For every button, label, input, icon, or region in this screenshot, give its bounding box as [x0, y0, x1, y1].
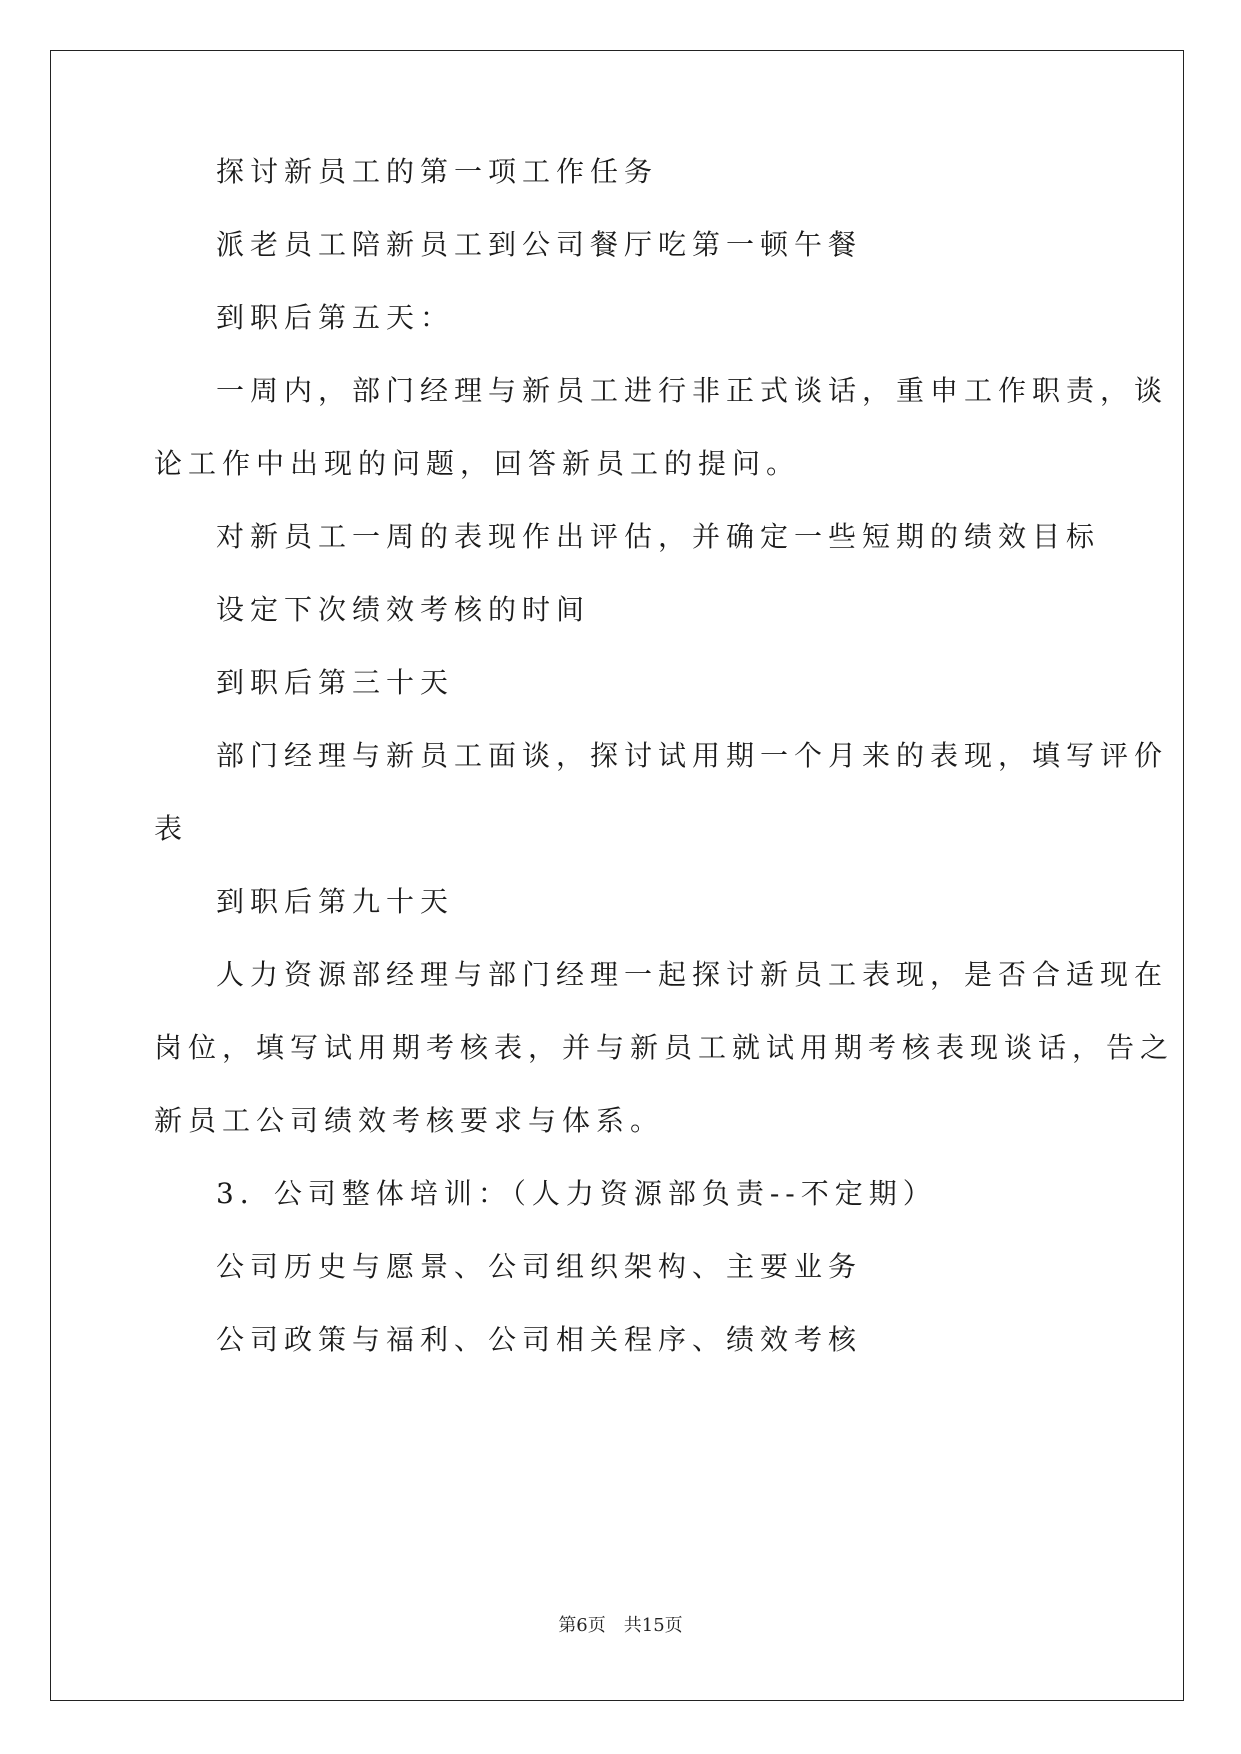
- paragraph-line: 人力资源部经理与部门经理一起探讨新员工表现，是否合适现在: [216, 958, 1169, 991]
- paragraph-line: 表: [154, 812, 189, 845]
- paragraph-line: 新员工公司绩效考核要求与体系。: [154, 1104, 665, 1137]
- paragraph-line: 部门经理与新员工面谈，探讨试用期一个月来的表现，填写评价: [216, 739, 1169, 772]
- paragraph-line: 到职后第五天：: [216, 301, 455, 334]
- paragraph-line: 论工作中出现的问题，回答新员工的提问。: [154, 447, 801, 480]
- paragraph-line: 公司政策与福利、公司相关程序、绩效考核: [216, 1323, 863, 1356]
- page-number-footer: 第6页 共15页: [558, 1615, 683, 1636]
- paragraph-line: 设定下次绩效考核的时间: [216, 593, 591, 626]
- paragraph-line: 一周内，部门经理与新员工进行非正式谈话，重申工作职责，谈: [216, 374, 1169, 407]
- paragraph-line: 对新员工一周的表现作出评估，并确定一些短期的绩效目标: [216, 520, 1101, 553]
- paragraph-line: 公司历史与愿景、公司组织架构、主要业务: [216, 1250, 863, 1283]
- paragraph-line: 派老员工陪新员工到公司餐厅吃第一顿午餐: [216, 228, 863, 261]
- paragraph-line: 到职后第九十天: [216, 885, 455, 918]
- paragraph-line: 到职后第三十天: [216, 666, 455, 699]
- paragraph-line: 岗位，填写试用期考核表，并与新员工就试用期考核表现谈话，告之: [154, 1031, 1175, 1064]
- paragraph-line: 探讨新员工的第一项工作任务: [216, 155, 659, 188]
- section-heading: 3．公司整体培训：（人力资源部负责--不定期）: [216, 1177, 937, 1210]
